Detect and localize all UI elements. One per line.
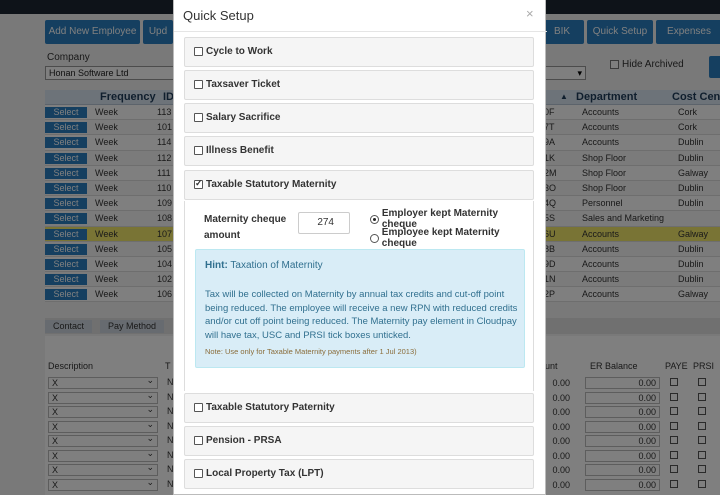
illness-benefit-checkbox[interactable] [194, 146, 203, 155]
section-salary-sacrifice[interactable] [184, 103, 534, 133]
taxsaver-ticket-checkbox[interactable] [194, 80, 203, 89]
taxable-maternity-checkbox[interactable] [194, 180, 203, 189]
modal-title: Quick Setup [183, 8, 254, 23]
taxable-paternity-checkbox[interactable] [194, 403, 203, 412]
section-pension-prsa[interactable] [184, 426, 534, 456]
employee-kept-label[interactable]: Employee kept Maternity cheque [381, 227, 500, 249]
section-illness-benefit[interactable] [184, 136, 534, 166]
hint-title: Taxation of Maternity [230, 260, 323, 271]
section-taxsaver-ticket[interactable] [184, 70, 534, 100]
maternity-details-panel [184, 201, 534, 391]
employer-kept-radio[interactable] [370, 215, 379, 224]
modal-divider [174, 31, 547, 32]
radio-employer-kept[interactable] [370, 208, 533, 230]
salary-sacrifice-label[interactable]: Salary Sacrifice [206, 112, 281, 123]
section-cycle-to-work[interactable] [184, 37, 534, 67]
hint-label: Hint: [205, 260, 228, 271]
close-icon[interactable]: × [526, 6, 534, 21]
taxsaver-ticket-label[interactable]: Taxsaver Ticket [206, 79, 281, 90]
taxable-maternity-label[interactable]: Taxable Statutory Maternity [206, 179, 337, 190]
local-property-tax-checkbox[interactable] [194, 469, 203, 478]
cycle-to-work-checkbox[interactable] [194, 47, 203, 56]
hint-heading [205, 260, 323, 271]
illness-benefit-label[interactable]: Illness Benefit [206, 145, 274, 156]
local-property-tax-label[interactable]: Local Property Tax (LPT) [206, 468, 324, 479]
employee-kept-radio[interactable] [370, 234, 379, 243]
pension-prsa-label[interactable]: Pension - PRSA [206, 435, 282, 446]
section-local-property-tax[interactable] [184, 459, 534, 489]
hint-body: Tax will be collected on Maternity by annual tax credits and cut-off point being reduced. The employee will receive a new RPN with reduced credits and/or cut off point being reduced. The Maternity pay element in Cloudpay will have tax, USC and PRSI tick boxes unticked. [205, 289, 518, 341]
cycle-to-work-label[interactable]: Cycle to Work [206, 46, 273, 57]
section-taxable-statutory-paternity[interactable] [184, 393, 534, 423]
hint-note: Note: Use only for Taxable Maternity payments after 1 Jul 2013) [205, 347, 417, 356]
employer-kept-label[interactable]: Employer kept Maternity cheque [381, 208, 499, 230]
radio-employee-kept[interactable] [370, 227, 533, 249]
maternity-cheque-label: Maternity cheque amount [204, 214, 287, 241]
taxable-paternity-label[interactable]: Taxable Statutory Paternity [206, 402, 335, 413]
section-taxable-statutory-maternity[interactable] [184, 170, 534, 200]
salary-sacrifice-checkbox[interactable] [194, 113, 203, 122]
maternity-cheque-input[interactable]: 274 [298, 212, 350, 234]
quick-setup-modal [173, 0, 546, 495]
hint-box [195, 249, 525, 368]
pension-prsa-checkbox[interactable] [194, 436, 203, 445]
